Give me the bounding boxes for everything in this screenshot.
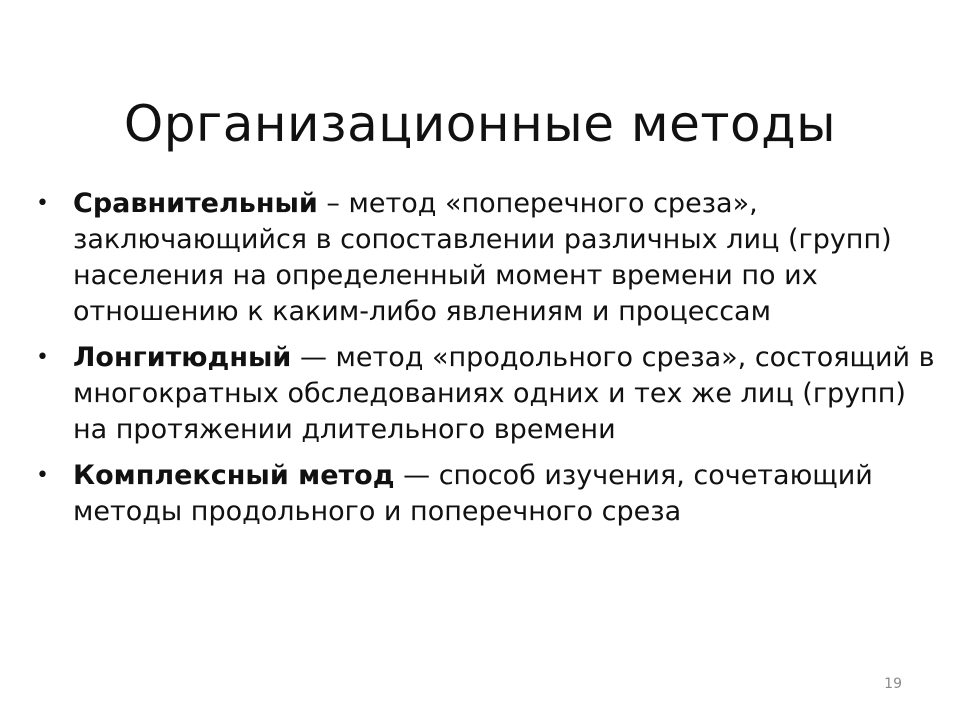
bullet-list	[36, 186, 936, 540]
bullet-item-longitudinal	[36, 340, 936, 448]
bullet-term: Сравнительный	[73, 188, 318, 219]
bullet-item-complex	[36, 458, 936, 530]
bullet-item-comparative	[36, 186, 936, 330]
slide-title: Организационные методы	[123, 94, 837, 153]
bullet-text: — способ изучения, сочетающий методы продольного и поперечного среза	[73, 460, 873, 527]
bullet-dot: •	[36, 191, 49, 216]
bullet-dot: •	[36, 463, 49, 488]
bullet-term: Лонгитюдный	[73, 342, 292, 373]
bullet-dot: •	[36, 345, 49, 370]
bullet-text: – метод «поперечного среза», заключающийся в сопоставлении различных лиц (групп) населения на определенный момент времени по их отношению к каким-либо явлениям и процессам	[73, 188, 892, 327]
bullet-term: Комплексный метод	[73, 460, 395, 491]
page-number: 19	[884, 676, 902, 692]
bullet-text: — метод «продольного среза», состоящий в многократных обследованиях одних и тех же лиц (групп) на протяжении длительного времени	[73, 342, 935, 445]
